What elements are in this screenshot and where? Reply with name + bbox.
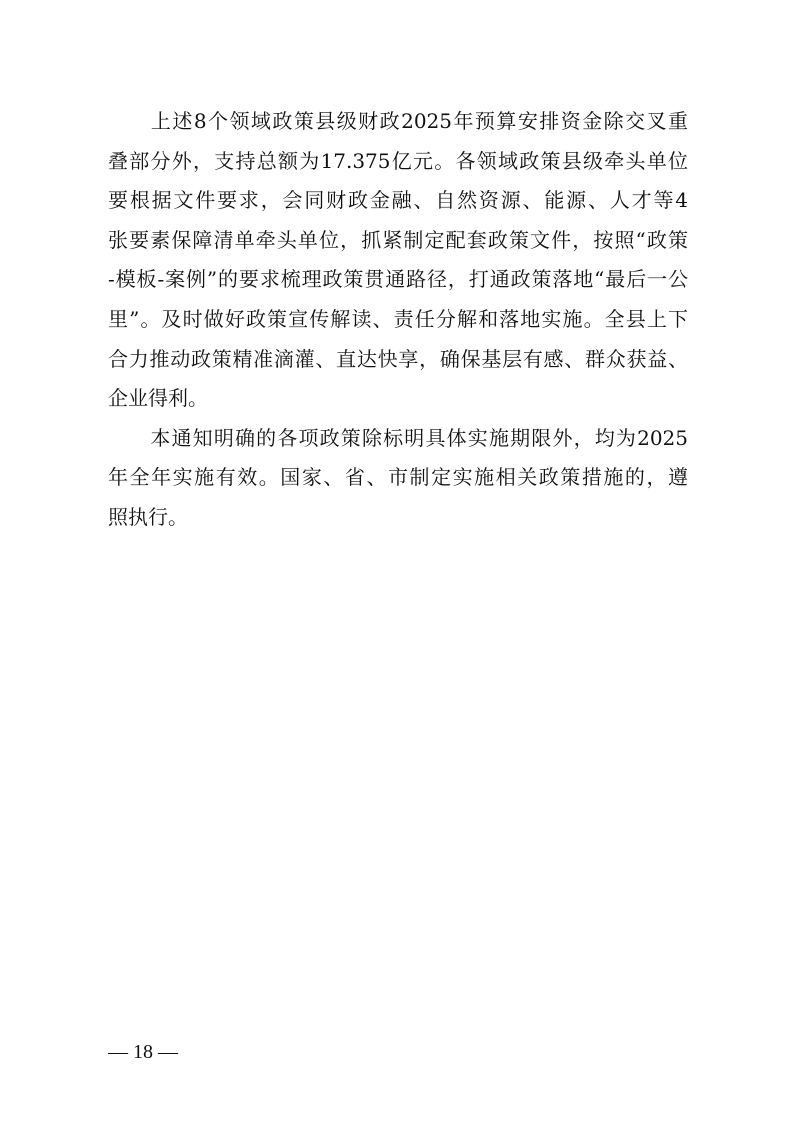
page-number: — 18 — xyxy=(108,1041,178,1063)
text-line: 企业得利。 xyxy=(108,386,208,411)
text-line: 里”。及时做好政策宣传解读、责任分解和落地实施。全县上下 xyxy=(108,306,688,331)
text-line: 张要素保障清单牵头单位，抓紧制定配套政策文件，按照“政策 xyxy=(108,227,688,252)
paragraph-2 xyxy=(108,419,688,538)
text-line: 本通知明确的各项政策除标明具体实施期限外，均为2025 xyxy=(108,425,688,450)
text-line: 叠部分外，支持总额为17.375亿元。各领域政策县级牵头单位 xyxy=(108,148,688,173)
text-line: 上述8个领域政策县级财政2025年预算安排资金除交叉重 xyxy=(108,109,688,133)
paragraph-1 xyxy=(108,102,688,419)
text-line: 合力推动政策精准滴灌、直达快享，确保基层有感、群众获益、 xyxy=(108,346,688,371)
body-text xyxy=(108,102,688,538)
text-line: -模板-案例”的要求梳理政策贯通路径，打通政策落地“最后一公 xyxy=(108,267,688,292)
text-line: 要根据文件要求，会同财政金融、自然资源、能源、人才等4 xyxy=(108,188,688,213)
text-line: 年全年实施有效。国家、省、市制定实施相关政策措施的，遵 xyxy=(108,465,688,490)
text-line: 照执行。 xyxy=(108,504,188,529)
